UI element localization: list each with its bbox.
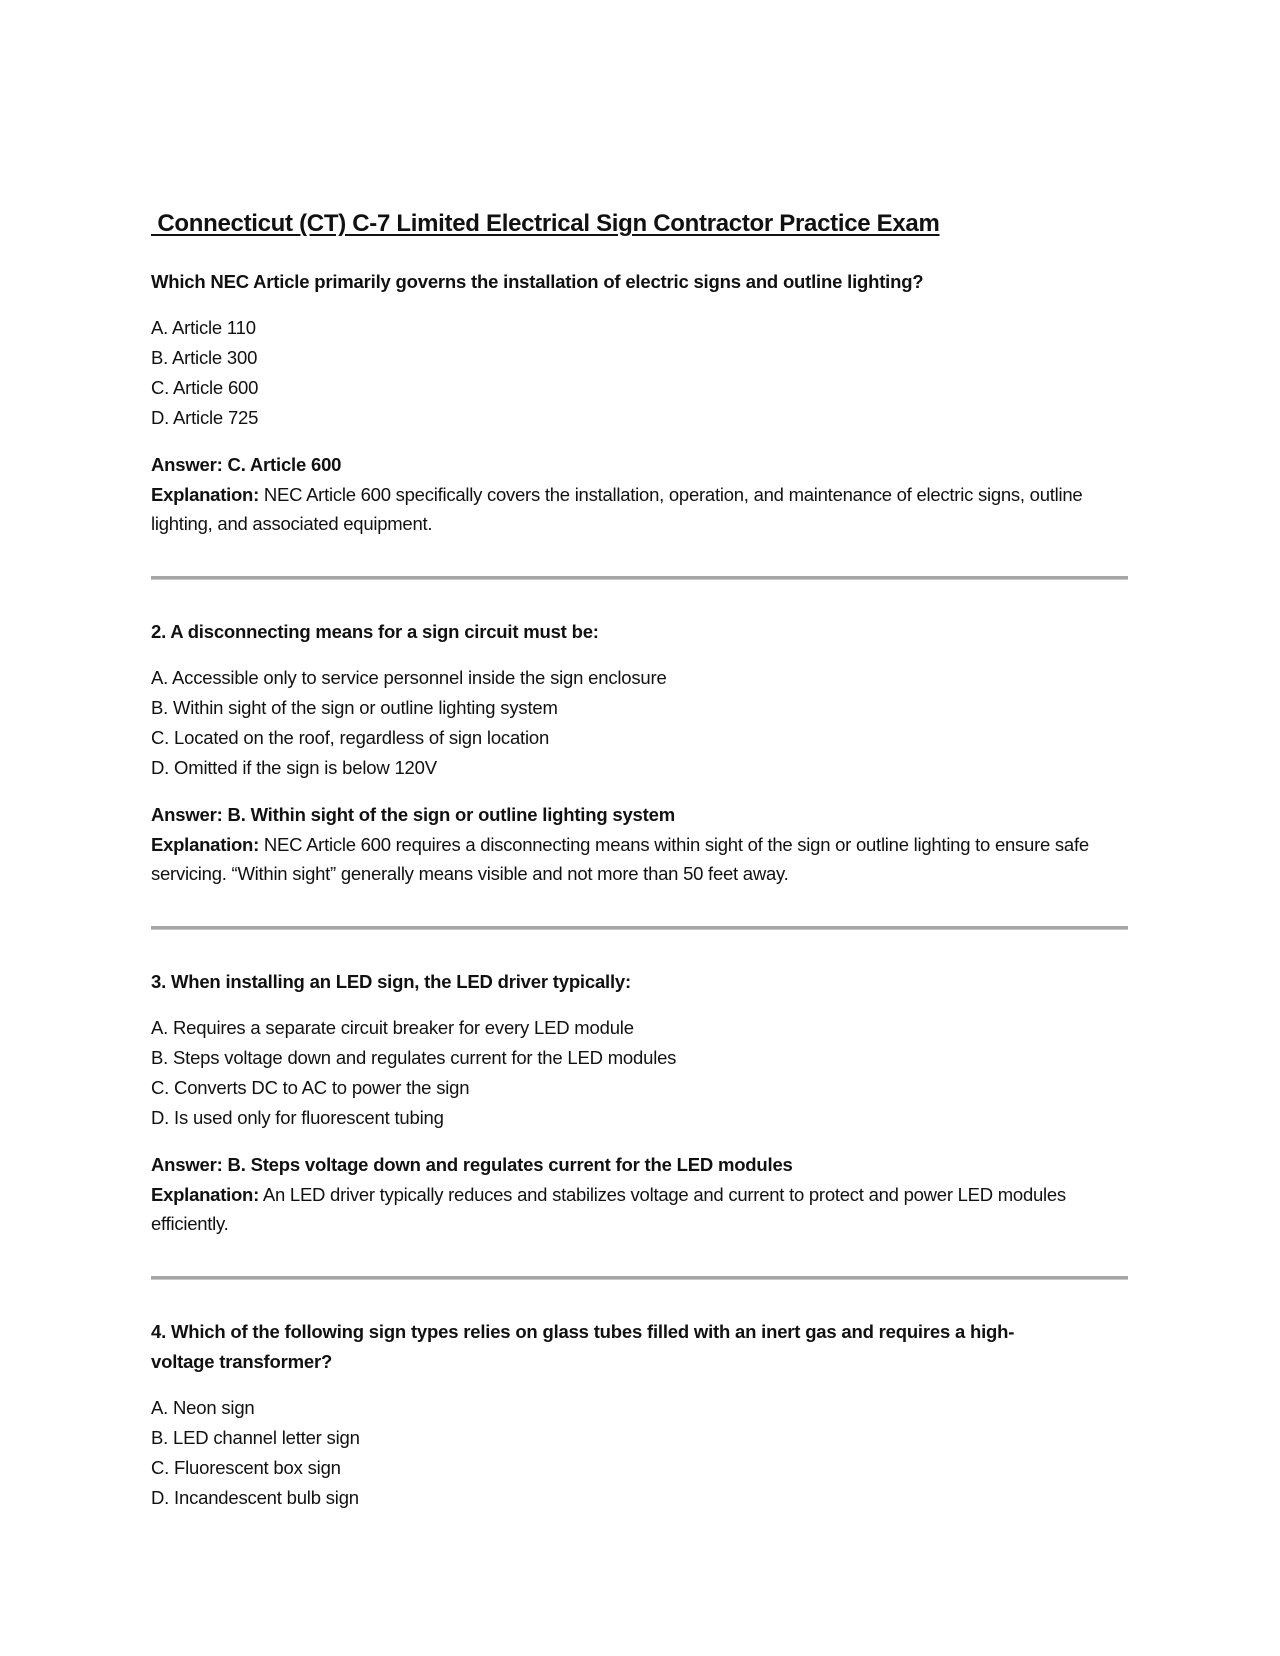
explanation (151, 830, 1136, 888)
correct-answer: Answer: B. Within sight of the sign or outline lighting system (151, 804, 675, 825)
question-block (151, 617, 1136, 930)
explanation (151, 480, 1136, 538)
question-text: Which NEC Article primarily governs the installation of electric signs and outline lighting? (151, 271, 924, 292)
answer-option: A. Accessible only to service personnel inside the sign enclosure (151, 667, 667, 688)
question-text: 2. A disconnecting means for a sign circuit must be: (151, 621, 599, 642)
question-block (151, 267, 1136, 580)
question-list (151, 267, 1136, 1513)
answer-option: B. Steps voltage down and regulates current for the LED modules (151, 1047, 677, 1068)
explanation (151, 1180, 1136, 1238)
correct-answer: Answer: C. Article 600 (151, 454, 342, 475)
explanation-label: Explanation: (151, 834, 260, 855)
explanation-text: NEC Article 600 specifically covers the installation, operation, and maintenance of electric signs, outline lighting, and associated equipment. (151, 484, 1083, 534)
page-title: Connecticut (CT) C-7 Limited Electrical Sign Contractor Practice Exam (151, 210, 940, 237)
answer-option: D. Incandescent bulb sign (151, 1487, 359, 1508)
correct-answer: Answer: B. Steps voltage down and regulates current for the LED modules (151, 1154, 793, 1175)
section-divider (151, 926, 1128, 930)
question-block (151, 1317, 1136, 1513)
answer-option: C. Converts DC to AC to power the sign (151, 1077, 470, 1098)
answer-option: C. Fluorescent box sign (151, 1457, 341, 1478)
answer-option: B. Within sight of the sign or outline lighting system (151, 697, 558, 718)
explanation-label: Explanation: (151, 1184, 260, 1205)
question-text: 4. Which of the following sign types relies on glass tubes filled with an inert gas and requires a high-voltage transformer? (151, 1321, 1015, 1372)
answer-option: D. Article 725 (151, 407, 259, 428)
section-divider (151, 576, 1128, 580)
answer-option: D. Is used only for fluorescent tubing (151, 1107, 444, 1128)
options-list (151, 663, 1136, 783)
options-list (151, 1013, 1136, 1133)
answer-option: C. Located on the roof, regardless of sign location (151, 727, 550, 748)
answer-option: B. LED channel letter sign (151, 1427, 360, 1448)
answer-option: A. Neon sign (151, 1397, 255, 1418)
answer-option: A. Requires a separate circuit breaker for every LED module (151, 1017, 634, 1038)
explanation-text: An LED driver typically reduces and stabilizes voltage and current to protect and power LED modules efficiently. (151, 1184, 1066, 1234)
explanation-text: NEC Article 600 requires a disconnecting means within sight of the sign or outline lighting to ensure safe servicing. “Within sight” generally means visible and not more than 50 feet away. (151, 834, 1089, 884)
answer-option: D. Omitted if the sign is below 120V (151, 757, 437, 778)
document-page (151, 209, 1136, 1513)
options-list (151, 1393, 1136, 1513)
question-block (151, 967, 1136, 1280)
answer-option: C. Article 600 (151, 377, 259, 398)
question-text: 3. When installing an LED sign, the LED driver typically: (151, 971, 631, 992)
answer-option: B. Article 300 (151, 347, 258, 368)
answer-option: A. Article 110 (151, 317, 256, 338)
explanation-label: Explanation: (151, 484, 260, 505)
options-list (151, 313, 1136, 433)
section-divider (151, 1276, 1128, 1280)
